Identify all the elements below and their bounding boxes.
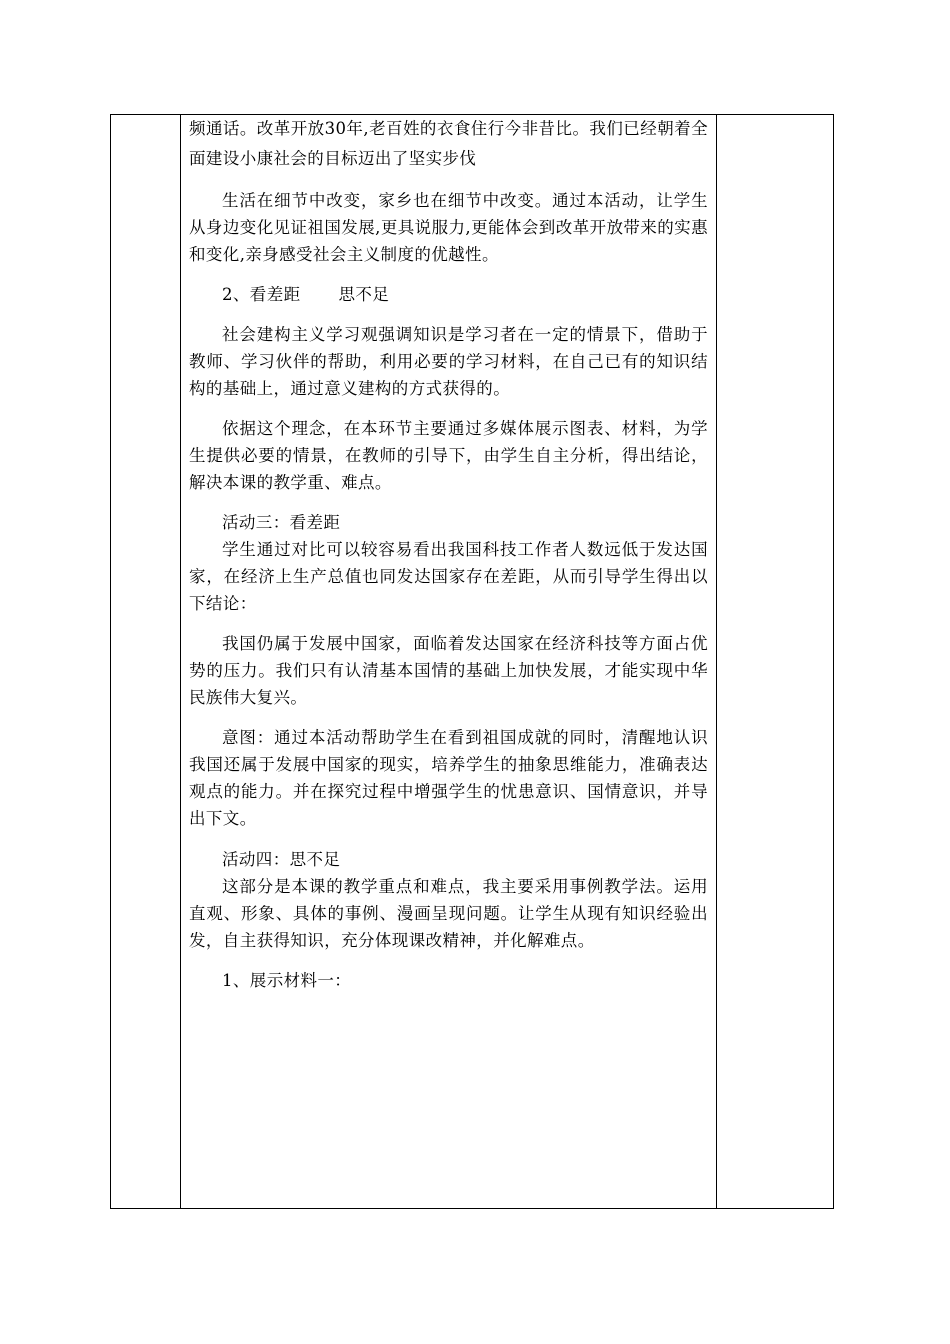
lesson-plan-table — [110, 114, 834, 1209]
paragraph: 学生通过对比可以较容易看出我国科技工作者人数远低于发达国家，在经济上生产总值也同发达国家存在差距，从而引导学生得出以下结论： — [189, 540, 708, 613]
paragraph: 频通话。改革开放30年,老百姓的衣食住行今非昔比。我们已经朝着全面建设小康社会的目标迈出了坚实步伐 — [189, 119, 708, 168]
content-column-cell — [181, 115, 717, 1209]
paragraph: 依据这个理念，在本环节主要通过多媒体展示图表、材料，为学生提供必要的情景，在教师的引导下，由学生自主分析，得出结论，解决本课的教学重、难点。 — [189, 419, 708, 492]
activity-heading: 活动四：思不足 — [222, 850, 341, 869]
table-row — [111, 115, 834, 1209]
paragraph: 我国仍属于发展中国家，面临着发达国家在经济科技等方面占优势的压力。我们只有认清基本国情的基础上加快发展，才能实现中华民族伟大复兴。 — [189, 634, 708, 707]
paragraph: 这部分是本课的教学重点和难点，我主要采用事例教学法。运用直观、形象、具体的事例、漫画呈现问题。让学生从现有知识经验出发，自主获得知识，充分体现课改精神，并化解难点。 — [189, 877, 708, 950]
paragraph: 意图：通过本活动帮助学生在看到祖国成就的同时，清醒地认识我国还属于发展中国家的现实，培养学生的抽象思维能力，准确表达观点的能力。并在探究过程中增强学生的忧患意识、国情意识，并导出下文。 — [189, 728, 708, 828]
heading-part: 2、看差距 — [222, 285, 301, 304]
right-column-cell — [717, 115, 834, 1209]
content-body — [181, 114, 716, 994]
heading-part: 思不足 — [338, 285, 390, 304]
paragraph: 生活在细节中改变，家乡也在细节中改变。通过本活动，让学生从身边变化见证祖国发展,更具说服力,更能体会到改革开放带来的实惠和变化,亲身感受社会主义制度的优越性。 — [189, 191, 708, 264]
paragraph: 社会建构主义学习观强调知识是学习者在一定的情景下，借助于教师、学习伙伴的帮助，利用必要的学习材料，在自己已有的知识结构的基础上，通过意义建构的方式获得的。 — [189, 325, 708, 398]
activity-heading: 活动三：看差距 — [222, 513, 341, 532]
material-heading: 1、展示材料一： — [222, 971, 352, 990]
section-heading — [189, 281, 708, 308]
left-column-cell — [111, 115, 181, 1209]
